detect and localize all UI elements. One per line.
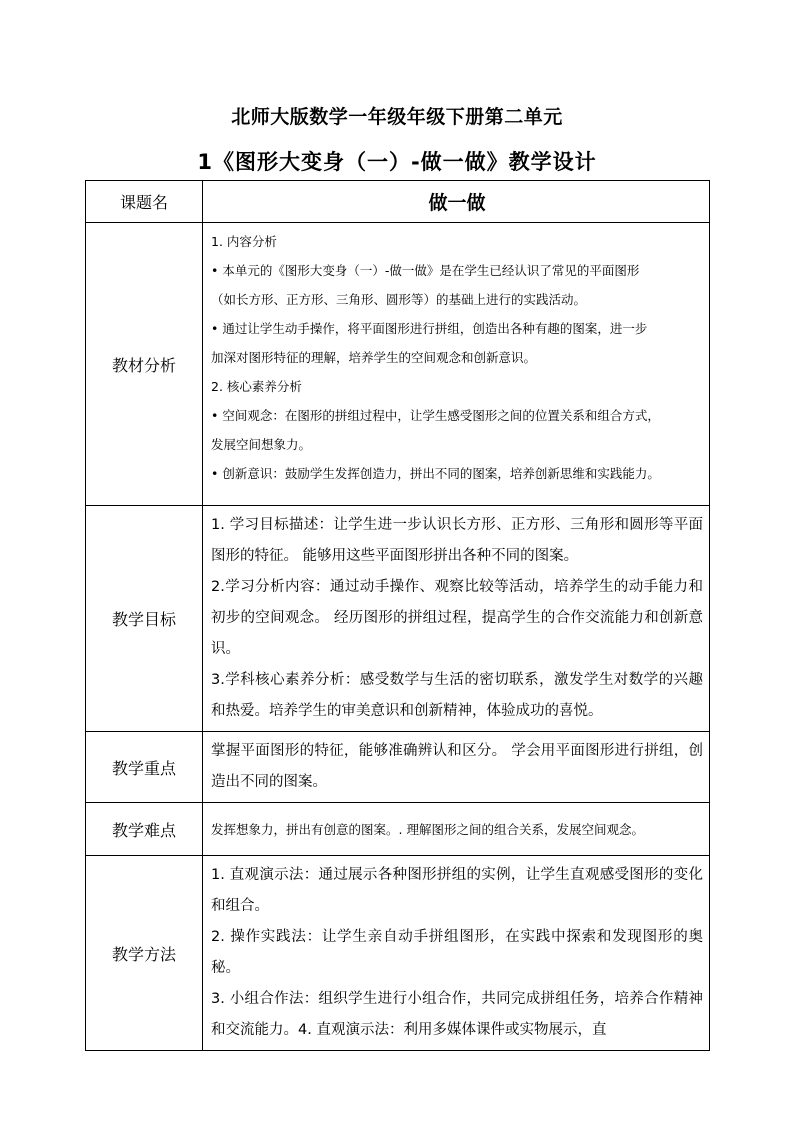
material-line: 加深对图形特征的理解，培养学生的空间观念和创新意识。 [211,350,537,365]
material-analysis-content [203,223,710,506]
table-row-material-analysis [86,223,710,506]
document-title-line1: 北师大版数学一年级年级下册第二单元 [231,106,563,128]
table-row-key-points [86,732,710,803]
teaching-goals-content [203,506,710,732]
table-row-teaching-goals [86,506,710,732]
table-row-difficulties [86,803,710,856]
topic-value: 做一做 [203,181,710,223]
key-points-label: 教学重点 [86,732,203,803]
teaching-goals-label: 教学目标 [86,506,203,732]
table-row-methods [86,856,710,1051]
goal-paragraph: 2.学习分析内容：通过动手操作、观察比较等活动，培养学生的动手能力和初步的空间观念。 经历图形的拼组过程，提高学生的合作交流能力和创新意识。 [211,579,703,657]
material-line: • 通过让学生动手操作，将平面图形进行拼组，创造出各种有趣的图案，进一步 [211,321,648,336]
method-paragraph: 3. 小组合作法：组织学生进行小组合作，共同完成拼组任务，培养合作精神和交流能力。4. 直观演示法：利用多媒体课件或实物展示，直 [211,991,703,1038]
methods-label: 教学方法 [86,856,203,1051]
method-paragraph: 2. 操作实践法：让学生亲自动手拼组图形，在实践中探索和发现图形的奥秘。 [211,929,703,976]
material-line: 1. 内容分析 [211,234,277,249]
goal-paragraph: 3.学科核心素养分析：感受数学与生活的密切联系，激发学生对数学的兴趣和热爱。培养学生的审美意识和创新精神，体验成功的喜悦。 [211,672,703,719]
material-line: • 创新意识：鼓励学生发挥创造力，拼出不同的图案，培养创新思维和实践能力。 [211,466,660,481]
lesson-plan-table [85,180,710,1051]
material-line: • 空间观念：在图形的拼组过程中，让学生感受图形之间的位置关系和组合方式， [211,408,660,423]
topic-label: 课题名 [86,181,203,223]
material-line: 2. 核心素养分析 [211,379,302,394]
material-line: （如长方形、正方形、三角形、圆形等）的基础上进行的实践活动。 [211,292,587,307]
table-row-topic [86,181,710,223]
material-line: 发展空间想象力。 [211,437,312,452]
difficulties-text: 发挥想象力，拼出有创意的图案。. 理解图形之间的组合关系，发展空间观念。 [211,821,644,837]
goal-paragraph: 1. 学习目标描述：让学生进一步认识长方形、正方形、三角形和圆形等平面图形的特征。 能够用这些平面图形拼出各种不同的图案。 [211,517,703,564]
document-title-line2: 1《图形大变身（一）-做一做》教学设计 [197,150,597,174]
material-analysis-label: 教材分析 [86,223,203,506]
material-line: • 本单元的《图形大变身（一）-做一做》是在学生已经认识了常见的平面图形 [211,263,640,278]
key-points-text: 掌握平面图形的特征，能够准确辨认和区分。 学会用平面图形进行拼组，创造出不同的图案。 [211,743,703,790]
methods-content [203,856,710,1051]
difficulties-content [203,803,710,856]
key-points-content [203,732,710,803]
method-paragraph: 1. 直观演示法：通过展示各种图形拼组的实例，让学生直观感受图形的变化和组合。 [211,867,703,914]
difficulties-label: 教学难点 [86,803,203,856]
